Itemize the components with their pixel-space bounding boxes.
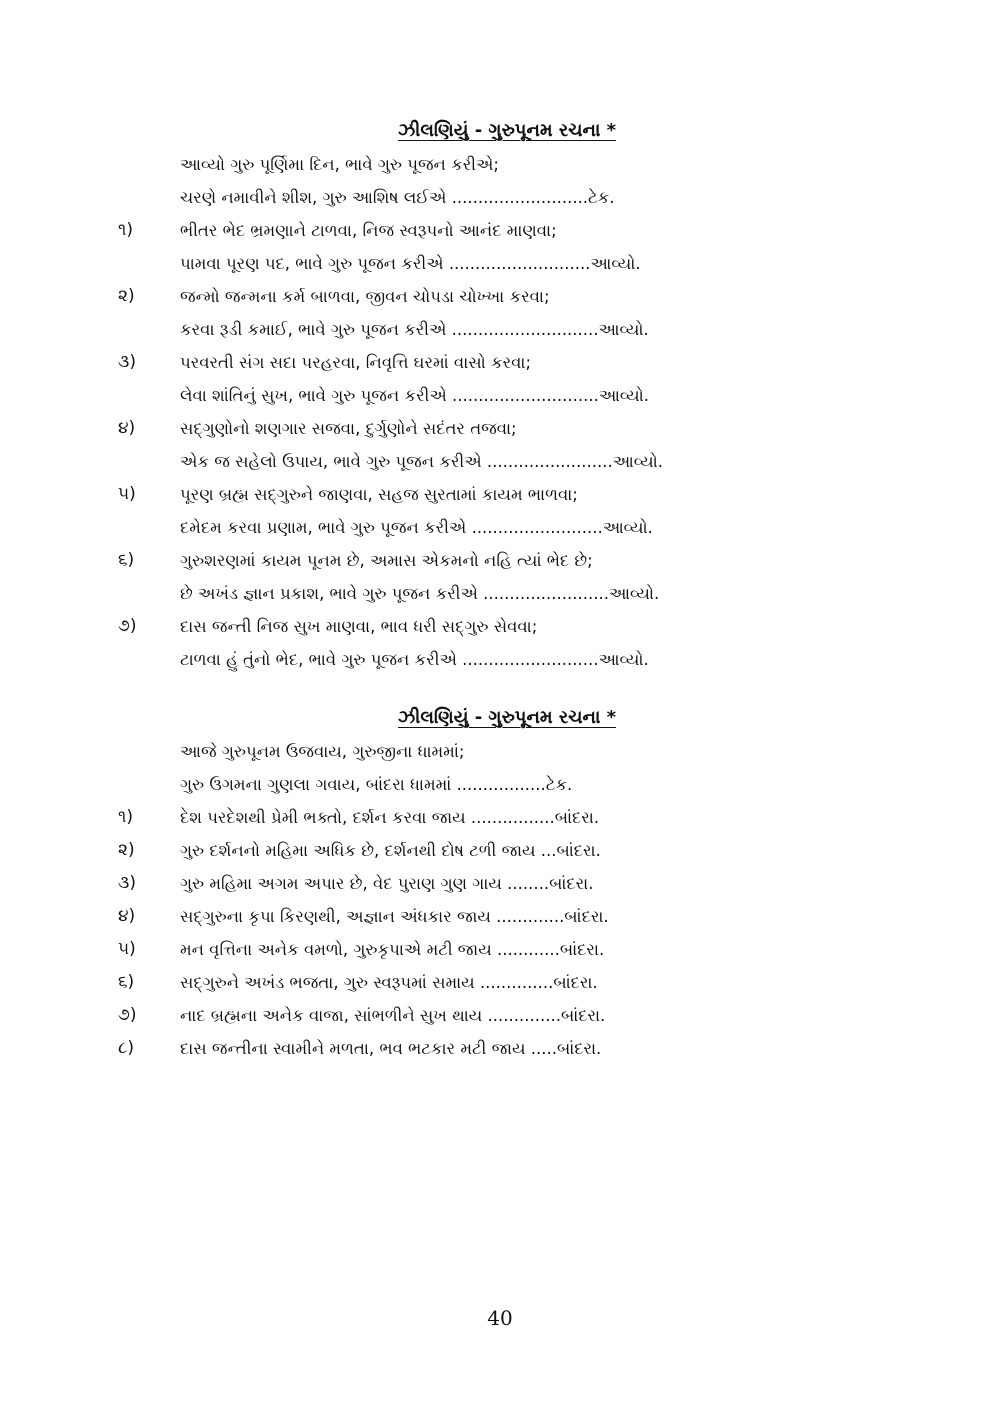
verse-number: ૨) [118, 286, 135, 306]
verse-line [0, 834, 1000, 867]
page-number: 40 [487, 1306, 513, 1330]
refrain-line [0, 768, 1000, 801]
refrain-text: ચરણે નમાવીને શીશ, ગુરુ આશિષ લઈએ ..........................ટેક. [180, 188, 615, 207]
verse-number: ૭) [118, 1005, 137, 1025]
verse-text: જન્મો જન્મના કર્મ બાળવા, જીવન ચોપડા ચોખ્ખા કરવા; [180, 287, 550, 306]
verse-line [0, 379, 1000, 412]
verse-text: લેવા શાંતિનું સુખ, ભાવે ગુરુ પૂજન કરીએ ............................આવ્યો. [180, 386, 650, 405]
verse-text: સદ્‌ગુરુના કૃપા કિરણથી, અજ્ઞાન અંધકાર જાય .............બાંદરા. [180, 907, 609, 926]
verse-text: કરવા રૂડી કમાઈ, ભાવે ગુરુ પૂજન કરીએ ............................આવ્યો. [180, 320, 649, 339]
verse-text: નાદ બ્રહ્મના અનેક વાજા, સાંભળીને સુખ થાય ..............બાંદરા. [180, 1006, 606, 1025]
verse-text: સદ્‌ગુણોનો શણગાર સજવા, દુર્ગુણોને સદંતર તજવા; [180, 419, 517, 438]
verse-line [0, 412, 1000, 445]
verse-line [0, 445, 1000, 478]
hymn-title: ઝીલણિયું - ગુરુપૂનમ રચના * [398, 120, 617, 141]
verse-text: ગુરુ મહિમા અગમ અપાર છે, વેદ પુરાણ ગુણ ગાય ........બાંદરા. [180, 874, 594, 893]
verse-line [0, 544, 1000, 577]
verse-text: ભીતર ભેદ ભ્રમણાને ટાળવા, નિજ સ્વરૂપનો આનંદ માણવા; [180, 221, 557, 240]
verse-number: ૨) [118, 840, 135, 860]
verse-line [0, 610, 1000, 643]
verse-line [0, 214, 1000, 247]
verse-number: ૮) [118, 1038, 134, 1058]
verse-line [0, 801, 1000, 834]
hymn-body [0, 735, 1000, 1065]
verse-text: સદ્‌ગુરુને અખંડ ભજતા, ગુરુ સ્વરૂપમાં સમાય ..............બાંદરા. [180, 973, 598, 992]
verse-text: દેશ પરદેશથી પ્રેમી ભક્તો, દર્શન કરવા જાય ................બાંદરા. [180, 808, 600, 827]
verse-line [0, 577, 1000, 610]
verse-line [0, 643, 1000, 676]
verse-text: પામવા પૂરણ પદ, ભાવે ગુરુ પૂજન કરીએ ...........................આવ્યો. [180, 254, 641, 273]
verse-number: ૩) [118, 873, 136, 893]
verse-text: ટાળવા હું તુંનો ભેદ, ભાવે ગુરુ પૂજન કરીએ ..........................આવ્યો. [180, 650, 649, 669]
verse-line [0, 313, 1000, 346]
verse-text: પરવરતી સંગ સદા પરહરવા, નિવૃત્તિ ઘરમાં વાસો કરવા; [180, 353, 532, 372]
verse-line [0, 966, 1000, 999]
verse-number: ૧) [118, 807, 133, 827]
verse-text: દાસ જન્તી નિજ સુખ માણવા, ભાવ ધરી સદ્‌ગુરુ સેવવા; [180, 617, 538, 636]
verse-text: ગુરુશરણમાં કાયમ પૂનમ છે, અમાસ એકમનો નહિ ત્યાં ભેદ છે; [180, 551, 593, 570]
verse-line [0, 900, 1000, 933]
verse-text: છે અખંડ જ્ઞાન પ્રકાશ, ભાવે ગુરુ પૂજન કરીએ ........................આવ્યો. [180, 584, 660, 603]
verse-number: ૫) [118, 939, 136, 959]
refrain-text: આજે ગુરુપૂનમ ઉજવાય, ગુરુજીના ધામમાં; [180, 742, 465, 761]
verse-line [0, 1032, 1000, 1065]
refrain-text: આવ્યો ગુરુ પૂર્ણિમા દિન, ભાવે ગુરુ પૂજન કરીએ; [180, 155, 499, 174]
verse-text: દમેદમ કરવા પ્રણામ, ભાવે ગુરુ પૂજન કરીએ .........................આવ્યો. [180, 518, 653, 537]
verse-line [0, 867, 1000, 900]
verse-number: ૬) [118, 972, 135, 992]
verse-number: ૧) [118, 220, 133, 240]
verse-line [0, 247, 1000, 280]
verse-line [0, 933, 1000, 966]
verse-number: ૪) [118, 418, 136, 438]
verse-number: ૪) [118, 906, 136, 926]
verse-text: મન વૃત્તિના અનેક વમળો, ગુરુકૃપાએ મટી જાય ............બાંદરા. [180, 940, 605, 959]
verse-line [0, 511, 1000, 544]
verse-text: દાસ જન્તીના સ્વામીને મળતા, ભવ ભટકાર મટી જાય .....બાંદરા. [180, 1039, 602, 1058]
verse-number: ૬) [118, 550, 135, 570]
verse-number: ૫) [118, 484, 136, 504]
refrain-line [0, 181, 1000, 214]
hymn-title: ઝીલણિયું - ગુરુપૂનમ રચના * [398, 707, 617, 728]
verse-line [0, 346, 1000, 379]
hymn-body [0, 148, 1000, 676]
refrain-line [0, 735, 1000, 768]
verse-line [0, 280, 1000, 313]
verse-line [0, 478, 1000, 511]
verse-text: ગુરુ દર્શનનો મહિમા અધિક છે, દર્શનથી દોષ ટળી જાય ...બાંદરા. [180, 841, 601, 860]
verse-number: ૭) [118, 616, 137, 636]
verse-text: એક જ સહેલો ઉપાય, ભાવે ગુરુ પૂજન કરીએ ........................આવ્યો. [180, 452, 663, 471]
verse-number: ૩) [118, 352, 136, 372]
verse-line [0, 999, 1000, 1032]
refrain-line [0, 148, 1000, 181]
refrain-text: ગુરુ ઉગમના ગુણલા ગવાય, બાંદરા ધામમાં .................ટેક. [180, 775, 573, 794]
verse-text: પૂરણ બ્રહ્મ સદ્‌ગુરુને જાણવા, સહજ સુરતામાં કાયમ ભાળવા; [180, 485, 578, 504]
